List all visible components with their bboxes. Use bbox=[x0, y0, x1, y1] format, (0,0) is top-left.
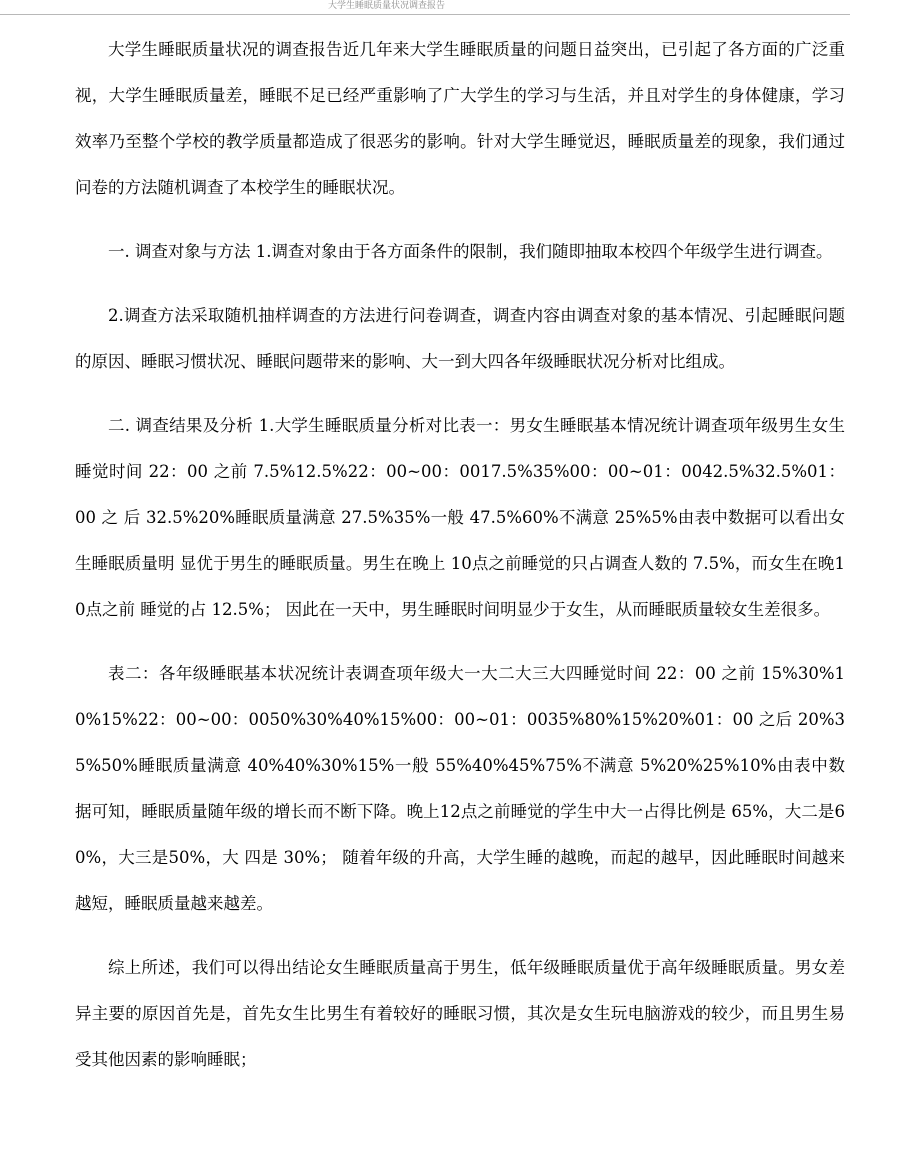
document-body bbox=[75, 27, 845, 1083]
paragraph-section-2-table-1: 二. 调查结果及分析 1.大学生睡眠质量分析对比表一：男女生睡眠基本情况统计调查项年级男生女生睡觉时间 22：00 之前 7.5%12.5%22：00~00：0017.5%35%00：00~01：0042.5%32.5%01：00 之 后 32.5%20%睡眠质量满意 27.5%35%一般 47.5%60%不满意 25%5%由表中数据可以看出女生睡眠质量明 显优于男生的睡眠质量。男生在晚上 10点之前睡觉的只占调查人数的 7.5%，而女生在晚10点之前 睡觉的占 12.5%； 因此在一天中，男生睡眠时间明显少于女生，从而睡眠质量较女生差很多。 bbox=[75, 416, 845, 619]
paragraph-intro: 大学生睡眠质量状况的调查报告近几年来大学生睡眠质量的问题日益突出，已引起了各方面的广泛重视，大学生睡眠质量差，睡眠不足已经严重影响了广大学生的学习与生活，并且对学生的身体健康，学习效率乃至整个学校的教学质量都造成了很恶劣的影响。针对大学生睡觉迟，睡眠质量差的现象，我们通过问卷的方法随机调查了本校学生的睡眠状况。 bbox=[75, 40, 845, 197]
paragraph-section-1-subjects: 一. 调查对象与方法 1.调查对象由于各方面条件的限制，我们随即抽取本校四个年级学生进行调查。 bbox=[108, 242, 833, 261]
paragraph-section-1-method: 2.调查方法采取随机抽样调查的方法进行问卷调查，调查内容由调查对象的基本情况、引起睡眠问题的原因、睡眠习惯状况、睡眠问题带来的影响、大一到大四各年级睡眠状况分析对比组成。 bbox=[75, 306, 845, 371]
paragraph-conclusion: 综上所述，我们可以得出结论女生睡眠质量高于男生，低年级睡眠质量优于高年级睡眠质量。男女差异主要的原因首先是，首先女生比男生有着较好的睡眠习惯，其次是女生玩电脑游戏的较少，而且男生易受其他因素的影响睡眠； bbox=[75, 958, 845, 1069]
paragraph-table-2: 表二：各年级睡眠基本状况统计表调查项年级大一大二大三大四睡觉时间 22：00 之前 15%30%10%15%22：00~00：0050%30%40%15%00：00~01：0035%80%15%20%01：00 之后 20%35%50%睡眠质量满意 40%40%30%15%一般 55%40%45%75%不满意 5%20%25%10%由表中数据可知，睡眠质量随年级的增长而不断下降。晚上12点之前睡觉的学生中大一占得比例是 65%，大二是60%，大三是50%，大 四是 30%； 随着年级的升高，大学生睡的越晚，而起的越早，因此睡眠时间越来越短，睡眠质量越来越差。 bbox=[75, 664, 845, 913]
header-title: 大学生睡眠质量状况调查报告 bbox=[328, 1, 446, 11]
page-header bbox=[0, 0, 850, 15]
